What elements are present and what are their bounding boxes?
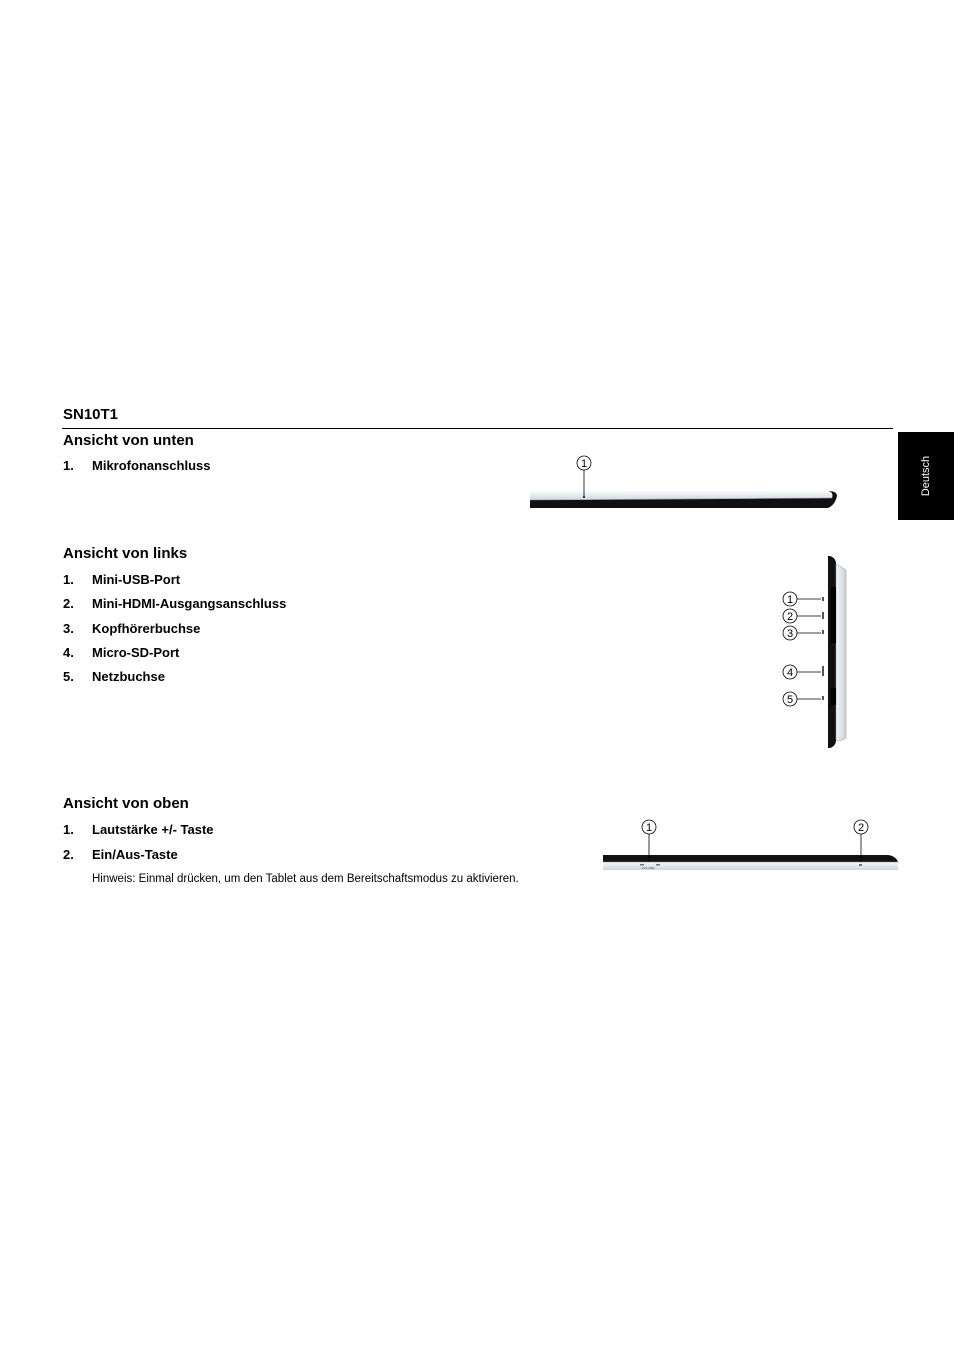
callout-left-4 [783,665,797,679]
list-item [63,645,179,660]
svg-text:3: 3 [786,628,794,640]
list-item [63,822,214,837]
list-item [63,572,180,587]
svg-text:2: 2 [786,611,794,623]
language-tab-label: Deutsch [919,455,932,497]
tablet-top-view-illustration [600,816,902,874]
svg-text:5: 5 [786,694,794,706]
list-item [63,669,165,684]
callout-top-1 [642,820,656,834]
svg-text:1: 1 [786,594,794,606]
list-item [63,847,178,862]
list-item [63,621,200,636]
svg-text:2: 2 [857,822,865,834]
svg-text:1: 1 [580,458,588,470]
section-title-left-view: Ansicht von links [63,545,188,562]
svg-text:4: 4 [786,667,794,679]
item-number: 4. [63,645,74,660]
item-number: 1. [63,572,74,587]
tablet-left-view-illustration [780,554,850,750]
section-title-bottom-view: Ansicht von unten [63,432,194,449]
callout-left-2 [783,609,797,623]
callout-bottom-1 [577,456,591,470]
standby-note: Hinweis: Einmal drücken, um den Tablet aus dem Bereitschaftsmodus zu aktivieren. [92,873,519,885]
item-label: Ein/Aus-Taste [92,847,178,862]
item-label: Lautstärke +/- Taste [92,822,214,837]
model-title: SN10T1 [63,406,119,423]
tablet-bottom-view-illustration [528,452,840,512]
item-number: 5. [63,669,74,684]
item-label: Micro-SD-Port [92,645,180,660]
language-tab [898,432,954,520]
item-number: 3. [63,621,74,636]
item-number: 1. [63,458,74,473]
callout-left-1 [783,592,797,606]
list-item [63,596,286,611]
svg-text:1: 1 [645,822,653,834]
item-label: Kopfhörerbuchse [92,621,201,636]
title-rule [62,428,893,429]
item-label: Mini-USB-Port [92,572,181,587]
item-number: 2. [63,847,74,862]
item-label: Mini-HDMI-Ausgangsanschluss [92,596,287,611]
item-label: Mikrofonanschluss [92,458,211,473]
item-label: Netzbuchse [92,669,165,684]
callout-left-3 [783,626,797,640]
volume-port-text: VOLUME [641,866,655,870]
section-title-top-view: Ansicht von oben [63,795,189,812]
callout-top-2 [854,820,868,834]
item-number: 1. [63,822,74,837]
callout-left-5 [783,692,797,706]
list-item [63,458,210,473]
item-number: 2. [63,596,74,611]
